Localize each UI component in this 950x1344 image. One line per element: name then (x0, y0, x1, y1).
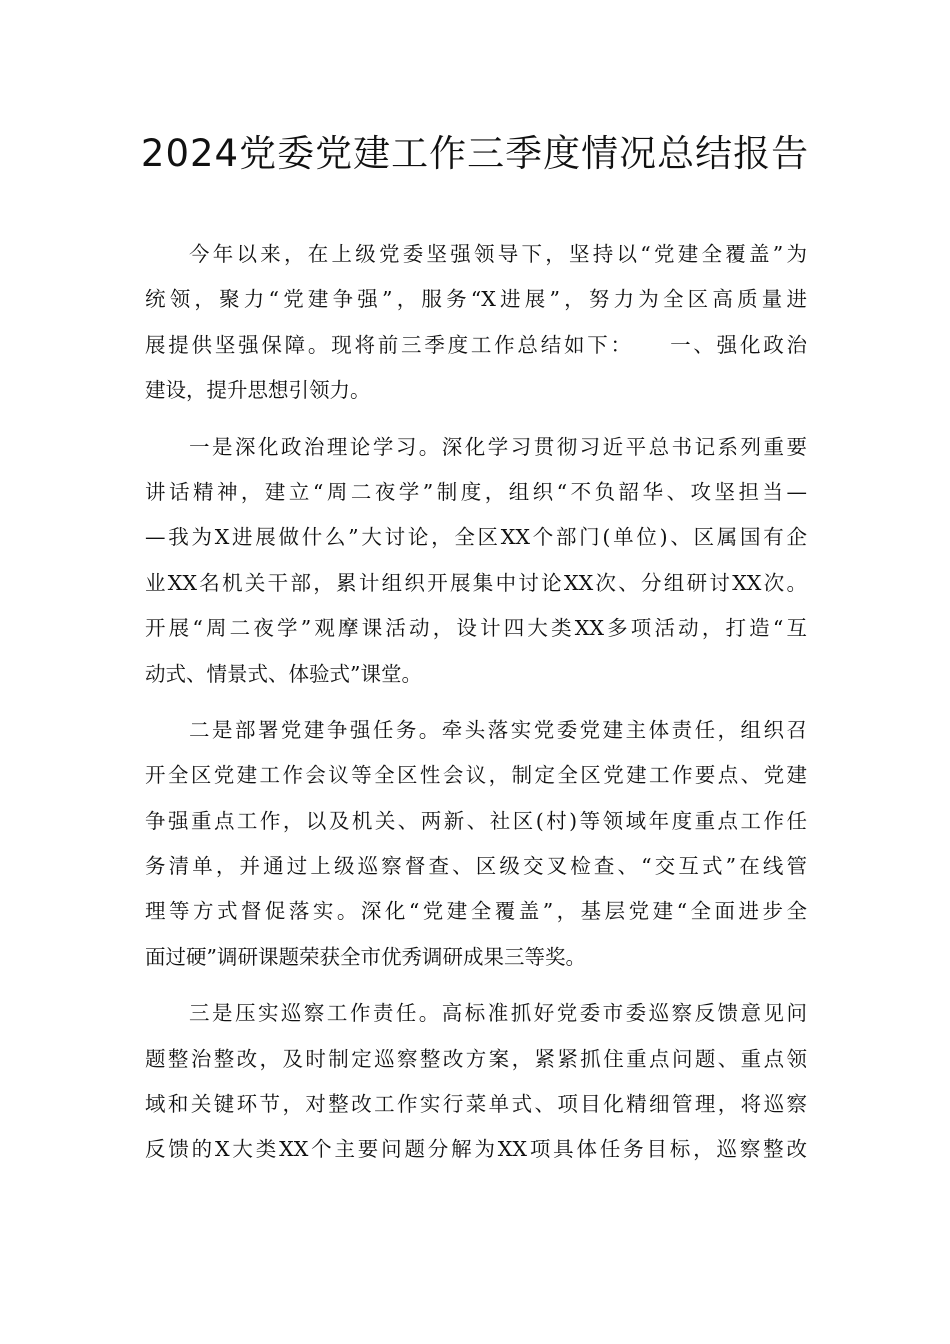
text-line: 展提供坚强保障。现将前三季度工作总结如下： 一、强化政治 (145, 332, 807, 357)
text-line: 建设，提升思想引领力。 (145, 378, 371, 403)
text-line: 开全区党建工作会议等全区性会议，制定全区党建工作要点、党建 (145, 763, 807, 788)
text-line: 动式、情景式、体验式”课堂。 (145, 661, 422, 686)
paragraph-party-tasks (145, 708, 807, 980)
text-line: 二是部署党建争强任务。牵头落实党委党建主体责任，组织召 (189, 717, 807, 742)
document-title: 2024党委党建工作三季度情况总结报告 (140, 132, 810, 175)
text-line: 面过硬”调研课题荣获全市优秀调研成果三等奖。 (145, 944, 586, 969)
text-line: 理等方式督促落实。深化“党建全覆盖”，基层党建“全面进步全 (145, 899, 807, 924)
text-line: 务清单，并通过上级巡察督查、区级交叉检查、“交互式”在线管 (145, 854, 807, 879)
text-line: —我为X进展做什么”大讨论，全区XX个部门(单位)、区属国有企 (145, 525, 807, 550)
text-line: 一是深化政治理论学习。深化学习贯彻习近平总书记系列重要 (189, 434, 807, 459)
paragraph-theory-study (145, 425, 807, 697)
paragraph-intro (145, 232, 807, 414)
document-body (145, 232, 807, 1184)
text-line: 三是压实巡察工作责任。高标准抓好党委市委巡察反馈意见问 (189, 1001, 807, 1026)
text-line: 统领，聚力“党建争强”，服务“X进展”，努力为全区高质量进 (145, 287, 807, 312)
text-line: 域和关键环节，对整改工作实行菜单式、项目化精细管理，将巡察 (145, 1092, 807, 1117)
text-line: 争强重点工作，以及机关、两新、社区(村)等领域年度重点工作任 (145, 808, 807, 833)
text-line: 题整治整改，及时制定巡察整改方案，紧紧抓住重点问题、重点领 (145, 1046, 807, 1071)
text-line: 讲话精神，建立“周二夜学”制度，组织“不负韶华、攻坚担当— (145, 479, 807, 504)
text-line: 反馈的X大类XX个主要问题分解为XX项具体任务目标，巡察整改 (145, 1137, 807, 1162)
text-line: 今年以来，在上级党委坚强领导下，坚持以“党建全覆盖”为 (189, 242, 807, 266)
text-line: 业XX名机关干部，累计组织开展集中讨论XX次、分组研讨XX次。 (145, 570, 807, 595)
paragraph-inspection (145, 991, 807, 1173)
text-line: 开展“周二夜学”观摩课活动，设计四大类XX多项活动，打造“互 (145, 616, 807, 641)
